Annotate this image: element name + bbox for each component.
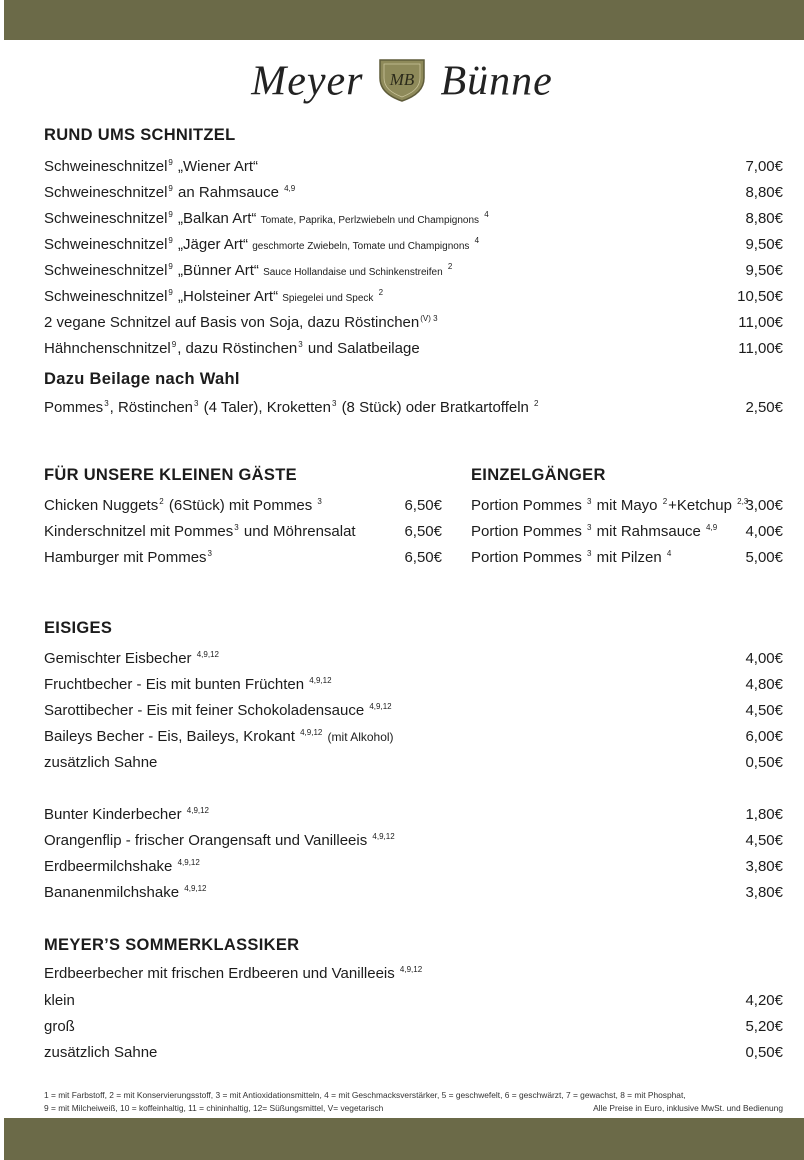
menu-item [471, 549, 783, 571]
dish-name: Schweineschnitzel [44, 262, 168, 279]
menu-item-price: 0,50€ [745, 754, 783, 771]
menu-item-price: 6,50€ [404, 497, 442, 514]
dish-name: Kinderschnitzel mit Pommes [44, 523, 234, 540]
dish-extra: mit Pilzen [596, 549, 662, 566]
dish-note: Tomate, Paprika, Perlzwiebeln und Champignons [260, 215, 480, 226]
dish-note: Spiegelei und Speck [282, 293, 374, 304]
allergen-marker: 4,9,12 [184, 884, 207, 893]
dish-name: Gemischter Eisbecher [44, 650, 192, 667]
menu-item [44, 754, 783, 776]
menu-item-name [44, 549, 213, 566]
dish-name: Bananenmilchshake [44, 884, 180, 901]
dish-style: „Holsteiner Art“ [178, 288, 279, 305]
menu-item-name [471, 497, 749, 514]
dish-extra: mit Mayo [596, 497, 658, 514]
footer-legend-line1: 1 = mit Farbstoff, 2 = mit Konservierungsstoff, 3 = mit Antioxidationsmitteln, 4 = mit Geschmacksverstärker, 5 = geschwefelt, 6 = geschwärzt, 7 = gewachst, 8 = mit Phosphat, [44, 1090, 686, 1100]
menu-item-name [44, 523, 356, 540]
dish-name: Chicken Nuggets [44, 497, 159, 514]
allergen-marker: 4,9,12 [369, 702, 392, 711]
allergen-marker: 4,9,12 [372, 832, 395, 841]
menu-item-price: 3,00€ [745, 497, 783, 514]
allergen-marker: 3 [587, 523, 592, 532]
menu-item [44, 992, 783, 1014]
menu-item-name [44, 158, 258, 175]
bottom-band [4, 1118, 804, 1160]
allergen-marker: 4 [666, 549, 672, 558]
menu-item-name [44, 754, 157, 771]
allergen-marker: 2 [159, 497, 164, 506]
footer-legend-line2: 9 = mit Milcheiweiß, 10 = koffeinhaltig, 11 = chininhaltig, 12= Süßungsmittel, V= vegetarisch [44, 1103, 384, 1113]
menu-item [44, 676, 783, 698]
dish-name: Orangenflip - frischer Orangensaft und Vanilleeis [44, 832, 368, 849]
menu-item-name [44, 184, 296, 201]
menu-item-name [44, 806, 210, 823]
dish-style: „Balkan Art“ [178, 210, 257, 227]
beilage-row [44, 399, 783, 421]
dish-note: geschmorte Zwiebeln, Tomate und Champignons [252, 241, 470, 252]
menu-item [44, 650, 783, 672]
allergen-marker: 9 [168, 236, 173, 245]
menu-item-name [44, 210, 490, 227]
menu-item-price: 9,50€ [745, 262, 783, 279]
logo-text-left: Meyer [251, 58, 364, 105]
dish-name: zusätzlich Sahne [44, 754, 158, 771]
allergen-marker: 4 [484, 210, 489, 219]
menu-item-price: 4,50€ [745, 702, 783, 719]
dish-extra: mit Rahmsauce [596, 523, 701, 540]
menu-item [471, 523, 783, 545]
menu-item [44, 1018, 783, 1040]
allergen-marker: 9 [171, 340, 177, 349]
menu-item [44, 884, 783, 906]
dish-extra: +Ketchup [668, 497, 732, 514]
dish-style: „Bünner Art“ [178, 262, 259, 279]
menu-item [44, 549, 442, 571]
menu-item-price: 9,50€ [745, 236, 783, 253]
menu-item-name [471, 549, 672, 566]
menu-item-name [44, 702, 393, 719]
allergen-marker: (V) 3 [420, 314, 438, 323]
allergen-marker: 2 [662, 497, 668, 506]
allergen-marker: 3 [298, 340, 303, 349]
menu-item-price: 10,50€ [737, 288, 783, 305]
menu-item [44, 728, 783, 750]
crest-icon [374, 56, 430, 107]
menu-item-price: 6,00€ [745, 728, 783, 745]
menu-item [44, 158, 783, 180]
allergen-marker: 2 [447, 262, 453, 271]
menu-item-name [44, 858, 201, 875]
menu-item-price: 1,80€ [745, 806, 783, 823]
crest-monogram: MB [389, 70, 415, 89]
menu-item-price: 3,80€ [745, 858, 783, 875]
section-heading-beilage: Dazu Beilage nach Wahl [44, 370, 240, 388]
allergen-marker: 4,9,12 [196, 650, 219, 659]
menu-item-price: 8,80€ [745, 210, 783, 227]
dish-name: 2 vegane Schnitzel auf Basis von Soja, dazu Röstinchen [44, 314, 420, 331]
menu-item-name [44, 314, 439, 331]
menu-item [44, 314, 783, 336]
section-heading-ice: EISIGES [44, 619, 113, 637]
menu-item-name [44, 884, 208, 901]
allergen-marker: 2 [378, 288, 384, 297]
menu-item-name [44, 340, 420, 357]
menu-item [44, 858, 783, 880]
dish-name: Portion Pommes [471, 523, 582, 540]
restaurant-logo [0, 56, 804, 107]
menu-item [44, 184, 783, 206]
allergen-marker: 9 [168, 288, 173, 297]
dish-name: Bunter Kinderbecher [44, 806, 182, 823]
dish-name: Schweineschnitzel [44, 158, 168, 175]
dish-style: „Wiener Art“ [178, 158, 259, 175]
menu-item-price: 11,00€ [738, 314, 783, 331]
menu-item-price: 4,50€ [745, 832, 783, 849]
menu-item-name: groß [44, 1018, 75, 1035]
dish-name: Schweineschnitzel [44, 184, 168, 201]
section-heading-single: EINZELGÄNGER [471, 466, 606, 484]
menu-item-price: 5,00€ [745, 549, 783, 566]
dish-name: Baileys Becher - Eis, Baileys, Krokant [44, 728, 295, 745]
section-heading-summer: MEYER’S SOMMERKLASSIKER [44, 936, 300, 954]
menu-item-price: 4,00€ [745, 650, 783, 667]
allergen-marker: 4,9,12 [300, 728, 323, 737]
dish-name: Erdbeermilchshake [44, 858, 173, 875]
menu-item-name [471, 523, 718, 540]
allergen-marker: 4,9,12 [309, 676, 332, 685]
dish-name: Sarottibecher - Eis mit feiner Schokoladensauce [44, 702, 365, 719]
allergen-marker: 4,9,12 [177, 858, 200, 867]
menu-item [44, 806, 783, 828]
menu-item-price: 7,00€ [745, 158, 783, 175]
dish-name: Portion Pommes [471, 549, 582, 566]
menu-item [44, 1044, 783, 1066]
menu-item-name [44, 288, 384, 305]
menu-item-price: 3,80€ [745, 884, 783, 901]
section-heading-kids: FÜR UNSERE KLEINEN GÄSTE [44, 466, 297, 484]
allergen-marker: 4 [474, 236, 480, 245]
menu-item-name [44, 676, 333, 693]
dish-name: Hamburger mit Pommes [44, 549, 207, 566]
menu-item-name [44, 262, 453, 279]
dish-name: Schweineschnitzel [44, 288, 168, 305]
beilage-price: 2,50€ [745, 399, 783, 416]
footer-prices-note: Alle Preise in Euro, inklusive MwSt. und Bedienung [593, 1103, 783, 1113]
allergen-marker: 3 [587, 549, 592, 558]
menu-item-name [44, 236, 480, 253]
menu-item [44, 702, 783, 724]
allergen-marker: 9 [168, 210, 173, 219]
allergen-marker: 3 [234, 523, 239, 532]
menu-item-name [44, 650, 220, 667]
top-band [4, 0, 804, 40]
dish-extra: und Möhrensalat [243, 523, 356, 540]
menu-item [44, 340, 783, 362]
dish-extra: und Salatbeilage [307, 340, 420, 357]
allergen-marker: 4,9 [706, 523, 718, 532]
menu-item [44, 288, 783, 310]
menu-item-price: 5,20€ [745, 1018, 783, 1035]
menu-item-price: 4,20€ [745, 992, 783, 1009]
menu-item [44, 262, 783, 284]
beilage-text: Pommes$^3$, Röstinchen$^3$ (4 Taler), Kroketten$^3$ (8 Stück) oder Bratkartoffeln $^2$ [44, 399, 539, 416]
dish-note: (mit Alkohol) [327, 730, 394, 744]
menu-item-price: 8,80€ [745, 184, 783, 201]
dish-note: Sauce Hollandaise und Schinkenstreifen [263, 267, 443, 278]
menu-item-price: 4,80€ [745, 676, 783, 693]
allergen-marker: 9 [168, 184, 173, 193]
dish-name: Schweineschnitzel [44, 236, 168, 253]
dish-name: Schweineschnitzel [44, 210, 168, 227]
dish-name: Portion Pommes [471, 497, 582, 514]
menu-item-name: zusätzlich Sahne [44, 1044, 158, 1061]
allergen-marker: 2,3 [737, 497, 749, 506]
allergen-marker: 4,9 [284, 184, 296, 193]
section-heading-schnitzel: RUND UMS SCHNITZEL [44, 126, 236, 144]
allergen-marker: 9 [168, 262, 173, 271]
menu-item-price: 4,00€ [745, 523, 783, 540]
allergen-marker: 9 [168, 158, 173, 167]
menu-item-name: klein [44, 992, 75, 1009]
summer-intro: Erdbeerbecher mit frischen Erdbeeren und Vanilleeis $^{4,9,12}$ [44, 965, 423, 982]
dish-style: „Jäger Art“ [178, 236, 249, 253]
menu-item [44, 236, 783, 258]
dish-style: , dazu Röstinchen [177, 340, 298, 357]
menu-item [44, 832, 783, 854]
menu-item-name [44, 497, 323, 514]
dish-style: an Rahmsauce [178, 184, 279, 201]
logo-text-right: Bünne [440, 58, 553, 105]
menu-item [44, 210, 783, 232]
menu-item [471, 497, 783, 519]
menu-item-price: 0,50€ [745, 1044, 783, 1061]
menu-item [44, 523, 442, 545]
allergen-marker: 4,9,12 [186, 806, 210, 815]
menu-item-name [44, 832, 396, 849]
allergen-marker: 3 [317, 497, 322, 506]
menu-item [44, 497, 442, 519]
allergen-marker: 3 [587, 497, 592, 506]
menu-item-price: 6,50€ [404, 549, 442, 566]
allergen-marker: 3 [207, 549, 212, 558]
menu-item-price: 11,00€ [738, 340, 783, 357]
dish-extra: (6Stück) mit Pommes [168, 497, 313, 514]
menu-item-price: 6,50€ [404, 523, 442, 540]
dish-name: Fruchtbecher - Eis mit bunten Früchten [44, 676, 305, 693]
menu-item-name [44, 728, 394, 745]
dish-name: Hähnchenschnitzel [44, 340, 171, 357]
